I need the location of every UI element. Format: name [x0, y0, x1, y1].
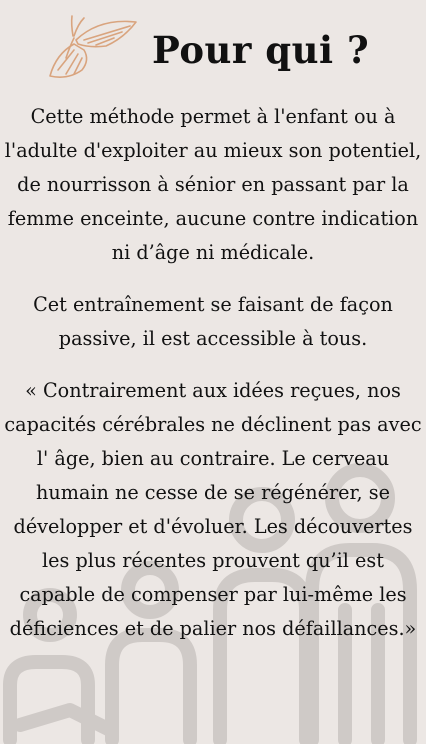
paragraph-passive-training: Cet entraînement se faisant de façon passive, il est accessible à tous. — [33, 293, 393, 350]
page-title: Pour qui ? — [152, 28, 370, 72]
paragraph-target-audience: Cette méthode permet à l'enfant ou à l'adulte d'exploiter au mieux son potentiel, de nourrisson à sénior en passant par la femme enceinte, aucune contre indication ni d’âge ni médicale. — [4, 105, 422, 264]
butterfly-icon — [44, 10, 142, 84]
header — [0, 0, 426, 95]
paragraph-quote: « Contrairement aux idées reçues, nos capacités cérébrales ne déclinent pas avec l' âge, bien au contraire. Le cerveau humain ne cesse de se régénérer, se développer et d'évoluer. Les découvertes les plus récentes prouvent qu’il est capable de compenser par lui-même les déficiences et de palier nos défaillances.» — [4, 379, 422, 640]
content — [0, 100, 426, 646]
